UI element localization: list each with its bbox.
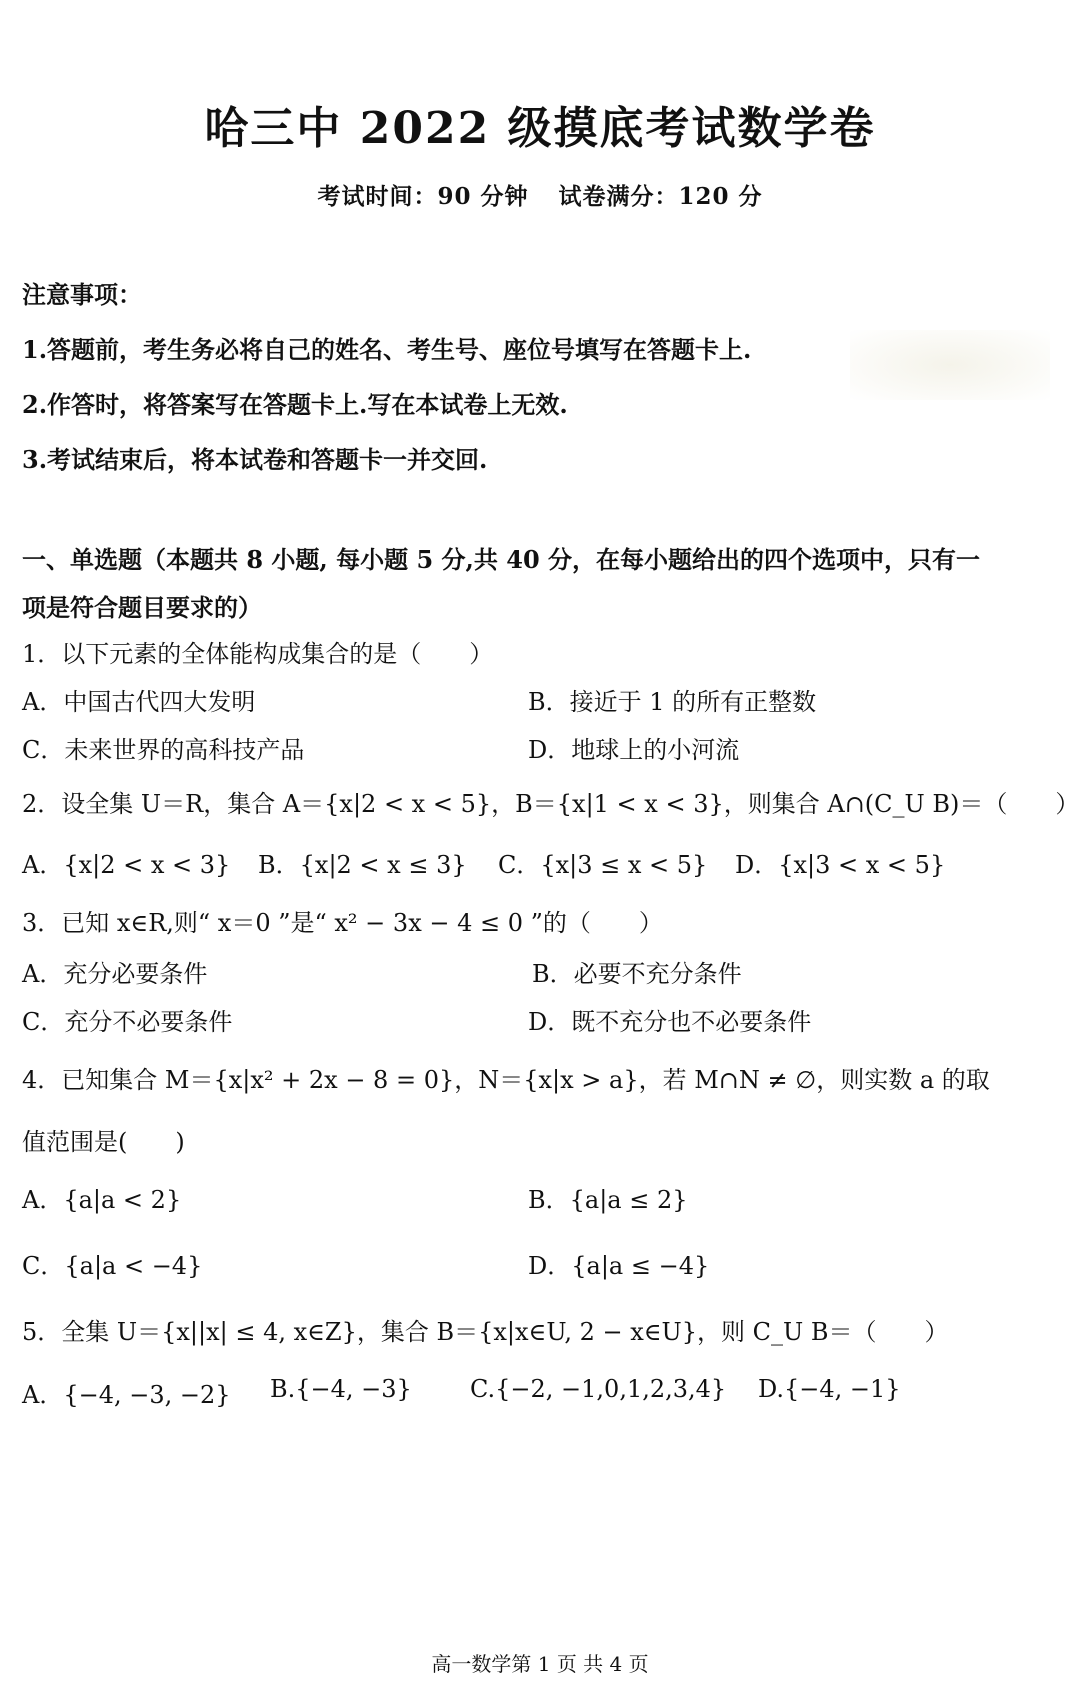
- question-5-stem: 5．全集 U＝{x||x| ≤ 4, x∈Z}，集合 B＝{x|x∈U, 2 − x∈U}，则 C_U B＝（ ）: [22, 1318, 949, 1346]
- question-4-option-c: C．{a|a < −4}: [22, 1252, 203, 1280]
- question-3-stem: 3．已知 x∈R,则“ x＝0 ”是“ x² − 3x − 4 ≤ 0 ”的（ ）: [22, 909, 663, 937]
- page-footer: 高一数学第 1 页 共 4 页: [431, 1652, 649, 1676]
- question-1-option-d: D．地球上的小河流: [528, 736, 740, 764]
- question-4-option-b: B．{a|a ≤ 2}: [528, 1186, 688, 1214]
- exam-full-score: 试卷满分：120 分: [558, 183, 763, 210]
- question-2-option-b: B．{x|2 < x ≤ 3}: [258, 851, 467, 879]
- question-4-stem-line2: 值范围是( ): [22, 1128, 185, 1156]
- question-1-option-b: B．接近于 1 的所有正整数: [528, 688, 817, 716]
- question-4-stem-line1: 4．已知集合 M＝{x|x² + 2x − 8 = 0}，N＝{x|x > a}，若 M∩N ≠ ∅，则实数 a 的取: [22, 1066, 990, 1094]
- question-3-option-a: A．充分必要条件: [22, 960, 208, 988]
- question-2-stem: 2．设全集 U＝R，集合 A＝{x|2 < x < 5}，B＝{x|1 < x < 3}，则集合 A∩(C_U B)＝（ ）: [22, 790, 1080, 818]
- question-4-option-d: D．{a|a ≤ −4}: [528, 1252, 710, 1280]
- notes-heading: 注意事项：: [22, 280, 142, 309]
- section-header-line1: 一、单选题（本题共 8 小题, 每小题 5 分,共 40 分，在每小题给出的四个选项中，只有一: [22, 545, 980, 574]
- exam-title: 哈三中 2022 级摸底考试数学卷: [204, 103, 876, 154]
- question-1-option-a: A．中国古代四大发明: [22, 688, 256, 716]
- question-2-option-d: D．{x|3 < x < 5}: [735, 851, 946, 879]
- section-header-line2: 项是符合题目要求的）: [22, 593, 262, 622]
- question-2-option-c: C．{x|3 ≤ x < 5}: [498, 851, 708, 879]
- note-item-3: 3.考试结束后，将本试卷和答题卡一并交回.: [22, 445, 488, 474]
- question-5-option-d: D.{−4, −1}: [758, 1375, 901, 1403]
- question-5-option-a: A．{−4, −3, −2}: [22, 1381, 231, 1409]
- note-item-1: 1.答题前，考生务必将自己的姓名、考生号、座位号填写在答题卡上.: [22, 335, 752, 364]
- note-item-2: 2.作答时，将答案写在答题卡上.写在本试卷上无效.: [22, 390, 568, 419]
- exam-subtitle: [0, 178, 1080, 211]
- paper-stain: [850, 330, 1050, 400]
- question-1-stem: 1．以下元素的全体能构成集合的是（ ）: [22, 640, 494, 668]
- question-3-option-b: B．必要不充分条件: [532, 960, 742, 988]
- exam-time: 考试时间：90 分钟: [317, 183, 529, 210]
- question-4-option-a: A．{a|a < 2}: [22, 1186, 182, 1214]
- question-3-option-d: D．既不充分也不必要条件: [528, 1008, 812, 1036]
- question-2-option-a: A．{x|2 < x < 3}: [22, 851, 231, 879]
- question-5-option-c: C.{−2, −1,0,1,2,3,4}: [470, 1375, 727, 1403]
- question-1-option-c: C．未来世界的高科技产品: [22, 736, 305, 764]
- question-5-option-b: B.{−4, −3}: [270, 1375, 412, 1403]
- question-3-option-c: C．充分不必要条件: [22, 1008, 233, 1036]
